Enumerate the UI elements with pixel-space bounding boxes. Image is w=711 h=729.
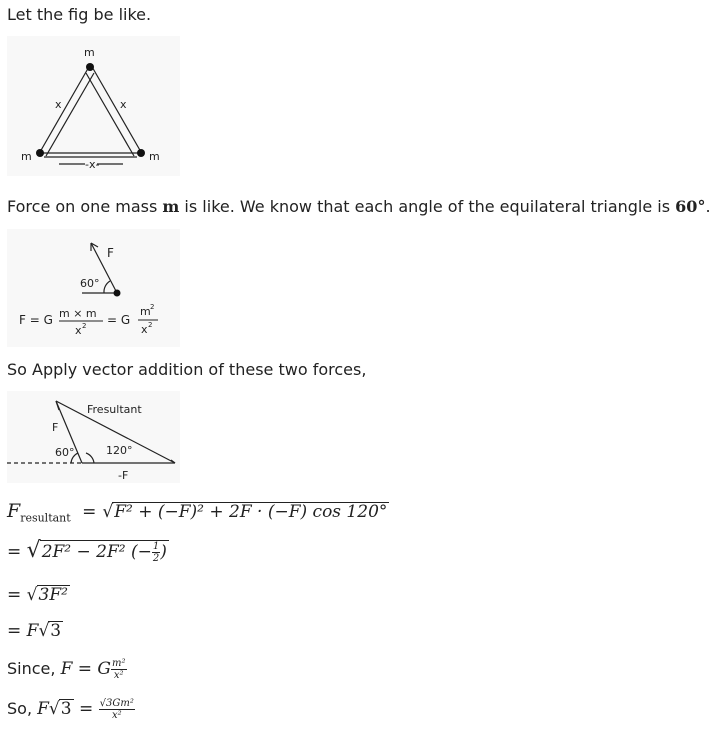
radicand: 3 [60,699,72,719]
equation-step-4: = F√3 [7,621,62,641]
so-numerator: √3Gm² [99,698,134,709]
eq-prefix: F = G [19,313,53,327]
equation-resultant: $F_{resultant} = √F^2 + (-F)^2 + 2F \cdot (-F)$ cos 120° [7,500,388,525]
half-denominator: 2 [152,553,160,564]
equals-f: = F [7,621,39,641]
frac2-den-exp: 2 [148,321,153,329]
text: is like. We know that each angle of the equilateral triangle is [179,197,676,216]
force-diagram [7,229,180,347]
mass-top-dot [86,63,94,71]
since-text: Since, [7,659,61,678]
label-side-left: x [55,98,62,111]
resultant-label: Fresultant [87,403,142,416]
f-label: F [52,421,59,434]
force-label: F [107,246,114,260]
eq-mid: = G [107,313,131,327]
so-text: So, [7,699,38,718]
triangle-figure [7,36,180,176]
f-symbol: F [7,500,21,522]
intro-text: Let the fig be like. [7,5,152,24]
triangle-diagram [7,36,180,176]
angle-value: 60° [675,197,706,216]
frac2-den: x [141,323,148,336]
frac2-num: m [140,305,151,318]
resultant-diagram [7,391,180,483]
frac1-den-exp: 2 [82,322,87,330]
radicand-close: ) [160,542,167,562]
angle-label: 60° [80,277,100,290]
equation-step-3: = √3F² [7,585,68,605]
label-left-m: m [21,150,32,163]
angle-120-label: 120° [106,444,133,457]
text: . [705,197,711,216]
resultant-subscript: resultant [20,511,71,525]
so-line: So, F√3 = $\frac{\text{√3Gm²}}{\text{x²}}$ [7,698,134,721]
label-side-right: x [120,98,127,111]
f-equals-g: F = G [60,659,111,679]
radicand: F² + (−F)² + 2F · (−F) cos 120° [114,502,388,522]
so-denominator: x² [111,710,122,721]
since-line [7,657,127,681]
equals-sign: = [82,502,97,522]
radicand: 3 [50,621,62,641]
angle-60-label: 60° [55,446,75,459]
force-figure [7,229,180,347]
equals-sign: = [73,699,99,719]
label-top-m: m [84,46,95,59]
mass-symbol: m [162,197,180,216]
frac1-num: m × m [59,307,97,320]
label-right-m: m [149,150,160,163]
radicand-part: 2F² − 2F² (− [41,542,152,562]
text: Force on one mass [7,197,163,216]
vector-addition-text: So Apply vector addition of these two forces, [7,360,367,379]
resultant-figure [7,391,180,483]
mass-right-dot [137,149,145,157]
equals-sign: = [7,542,22,562]
since-denominator: x² [113,670,124,681]
f-symbol: F [37,699,49,719]
equation-step-2: = √2F² − 2F² (− $\frac{1}{2}$ ) [7,538,167,564]
frac2-num-exp: 2 [150,303,155,311]
force-statement [7,197,711,217]
equals-sign: = [7,585,22,605]
radicand: 3F² [38,585,68,605]
half-numerator: 1 [152,541,160,552]
label-bottom-x: -x- [85,158,100,171]
since-numerator: m² [112,658,126,669]
mass-dot [114,290,121,297]
mass-left-dot [36,149,44,157]
neg-f-label: -F [118,469,129,482]
frac1-den: x [75,324,82,337]
